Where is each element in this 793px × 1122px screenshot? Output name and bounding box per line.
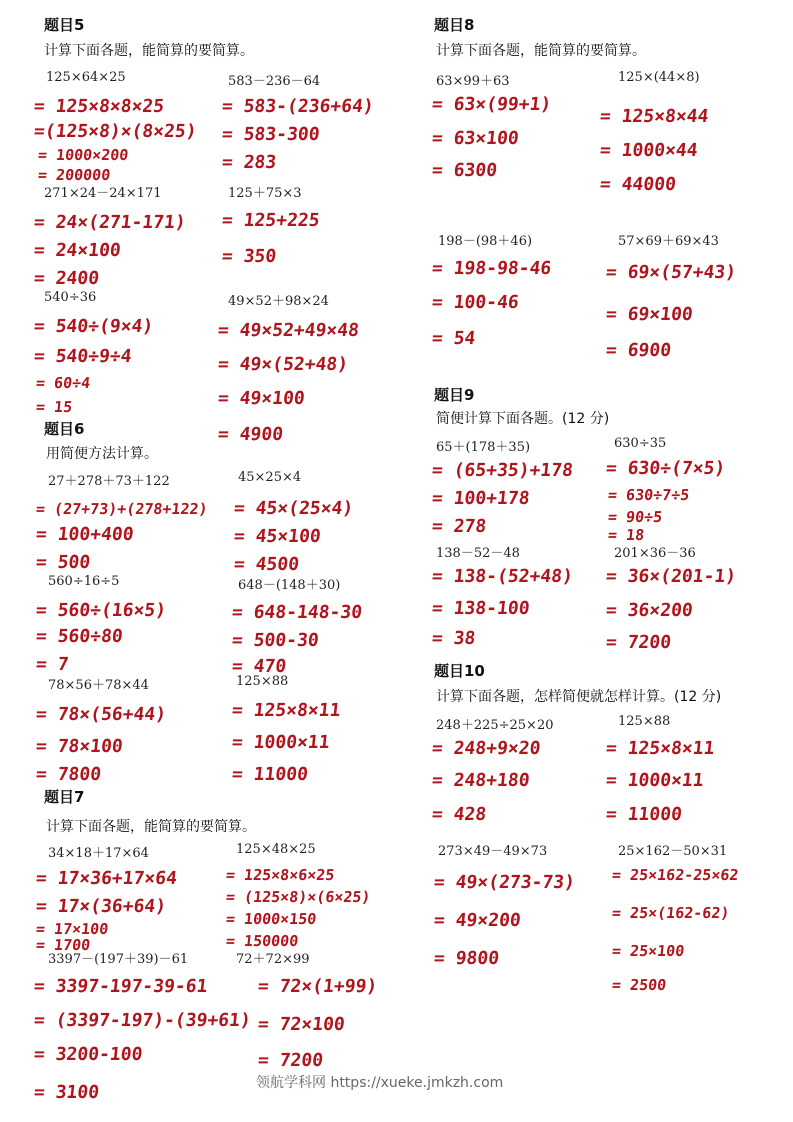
s10-p4-step: = 25×162-25×62 bbox=[611, 866, 740, 884]
s6-p6-step: = 125×8×11 bbox=[230, 700, 342, 721]
s8-p2-step: = 1000×44 bbox=[598, 140, 699, 161]
s7-p3-question: 3397－(197＋39)－61 bbox=[48, 952, 189, 967]
section-7-instruction: 计算下面各题，能简算的要简算。 bbox=[46, 819, 256, 835]
s7-p3-step: = 3397-197-39-61 bbox=[32, 976, 209, 997]
s9-p3-step: = 138-(52+48) bbox=[430, 566, 574, 587]
s8-p2-step: = 44000 bbox=[598, 174, 677, 195]
s5-p5-question: 540÷36 bbox=[44, 290, 97, 305]
s9-p2-step: = 630÷(7×5) bbox=[604, 458, 727, 479]
s10-p4-step: = 25×100 bbox=[611, 942, 686, 960]
s5-p3-question: 271×24－24×171 bbox=[44, 186, 162, 201]
s5-p6-step: = 49×100 bbox=[216, 388, 306, 409]
s7-p4-step: = 7200 bbox=[256, 1050, 325, 1071]
s6-p1-step: = 100+400 bbox=[34, 524, 135, 545]
s5-p3-step: = 2400 bbox=[32, 268, 101, 289]
s6-p2-step: = 45×100 bbox=[232, 526, 322, 547]
s6-p2-step: = 45×(25×4) bbox=[232, 498, 355, 519]
s5-p3-step: = 24×(271-171) bbox=[32, 212, 187, 233]
s6-p1-step: = (27+73)+(278+122) bbox=[35, 500, 209, 518]
s8-p4-step: = 69×100 bbox=[604, 304, 694, 325]
s8-p1-step: = 6300 bbox=[430, 160, 499, 181]
s5-p6-step: = 49×52+49×48 bbox=[216, 320, 360, 341]
s9-p4-step: = 36×(201-1) bbox=[604, 566, 738, 587]
s8-p4-question: 57×69＋69×43 bbox=[618, 234, 719, 249]
s6-p5-step: = 78×100 bbox=[34, 736, 124, 757]
s9-p3-question: 138－52－48 bbox=[436, 546, 520, 561]
s5-p2-step: = 583-300 bbox=[220, 124, 321, 145]
s5-p2-question: 583－236－64 bbox=[228, 74, 321, 89]
section-5-instruction: 计算下面各题，能简算的要简算。 bbox=[44, 43, 254, 59]
s9-p3-step: = 38 bbox=[430, 628, 477, 649]
s8-p1-step: = 63×(99+1) bbox=[430, 94, 553, 115]
footer-watermark: 领航学科网 https://xueke.jmkzh.com bbox=[256, 1075, 504, 1091]
s6-p4-step: = 470 bbox=[230, 656, 288, 677]
s5-p5-step: = 540÷9÷4 bbox=[32, 346, 133, 367]
s5-p6-step: = 4900 bbox=[216, 424, 285, 445]
s6-p2-question: 45×25×4 bbox=[238, 470, 302, 485]
s5-p5-step: = 60÷4 bbox=[35, 374, 92, 392]
section-10-instruction: 计算下面各题，怎样简便就怎样计算。(12 分) bbox=[436, 689, 722, 705]
s8-p4-step: = 6900 bbox=[604, 340, 673, 361]
s5-p5-step: = 540÷(9×4) bbox=[32, 316, 155, 337]
s6-p4-question: 648－(148＋30) bbox=[238, 578, 341, 593]
s10-p2-step: = 125×8×11 bbox=[604, 738, 716, 759]
s7-p2-question: 125×48×25 bbox=[236, 842, 316, 857]
s6-p4-step: = 648-148-30 bbox=[230, 602, 364, 623]
s8-p2-question: 125×(44×8) bbox=[618, 70, 700, 85]
s5-p1-step: =(125×8)×(8×25) bbox=[32, 121, 198, 142]
s6-p2-step: = 4500 bbox=[232, 554, 301, 575]
s7-p3-step: = (3397-197)-(39+61) bbox=[32, 1010, 252, 1031]
s5-p5-step: = 15 bbox=[35, 398, 74, 416]
s10-p2-step: = 11000 bbox=[604, 804, 683, 825]
section-8-instruction: 计算下面各题，能简算的要简算。 bbox=[436, 43, 646, 59]
s9-p2-step: = 18 bbox=[607, 526, 646, 544]
s10-p3-step: = 49×200 bbox=[432, 910, 522, 931]
s6-p5-question: 78×56＋78×44 bbox=[48, 678, 149, 693]
s6-p1-question: 27＋278＋73＋122 bbox=[48, 474, 170, 489]
s6-p6-step: = 1000×11 bbox=[230, 732, 331, 753]
s7-p3-step: = 3100 bbox=[32, 1082, 101, 1103]
s5-p4-step: = 125+225 bbox=[220, 210, 321, 231]
s5-p6-step: = 49×(52+48) bbox=[216, 354, 350, 375]
s9-p3-step: = 138-100 bbox=[430, 598, 531, 619]
s7-p2-step: = 125×8×6×25 bbox=[225, 866, 336, 884]
s10-p1-step: = 428 bbox=[430, 804, 488, 825]
s10-p4-question: 25×162－50×31 bbox=[618, 844, 728, 859]
s5-p1-step: = 1000×200 bbox=[37, 146, 130, 164]
s10-p1-step: = 248+180 bbox=[430, 770, 531, 791]
s9-p2-question: 630÷35 bbox=[614, 436, 667, 451]
s5-p1-step: = 125×8×8×25 bbox=[32, 96, 166, 117]
s6-p1-step: = 500 bbox=[34, 552, 92, 573]
s10-p3-step: = 49×(273-73) bbox=[432, 872, 576, 893]
s8-p1-question: 63×99＋63 bbox=[436, 74, 510, 89]
s7-p1-step: = 1700 bbox=[35, 936, 92, 954]
s8-p4-step: = 69×(57+43) bbox=[604, 262, 738, 283]
section-8-title: 题目8 bbox=[434, 16, 475, 34]
s8-p2-step: = 125×8×44 bbox=[598, 106, 710, 127]
s9-p4-step: = 7200 bbox=[604, 632, 673, 653]
section-6-title: 题目6 bbox=[44, 420, 85, 438]
s9-p1-question: 65＋(178＋35) bbox=[436, 440, 531, 455]
s5-p1-step: = 200000 bbox=[37, 166, 112, 184]
s10-p2-step: = 1000×11 bbox=[604, 770, 705, 791]
s10-p2-question: 125×88 bbox=[618, 714, 671, 729]
s9-p2-step: = 90÷5 bbox=[607, 508, 664, 526]
s7-p1-question: 34×18＋17×64 bbox=[48, 846, 149, 861]
s5-p4-step: = 350 bbox=[220, 246, 278, 267]
section-5-title: 题目5 bbox=[44, 16, 85, 34]
s10-p1-step: = 248+9×20 bbox=[430, 738, 542, 759]
s7-p1-step: = 17×36+17×64 bbox=[34, 868, 178, 889]
s5-p1-question: 125×64×25 bbox=[46, 70, 126, 85]
s7-p1-step: = 17×(36+64) bbox=[34, 896, 168, 917]
s5-p2-step: = 283 bbox=[220, 152, 278, 173]
section-7-title: 题目7 bbox=[44, 788, 85, 806]
s8-p3-question: 198－(98＋46) bbox=[438, 234, 533, 249]
s6-p3-step: = 560÷80 bbox=[34, 626, 124, 647]
section-10-title: 题目10 bbox=[434, 662, 485, 680]
s6-p3-step: = 560÷(16×5) bbox=[34, 600, 168, 621]
s7-p2-step: = (125×8)×(6×25) bbox=[225, 888, 372, 906]
s6-p6-question: 125×88 bbox=[236, 674, 289, 689]
s6-p5-step: = 7800 bbox=[34, 764, 103, 785]
s10-p3-step: = 9800 bbox=[432, 948, 501, 969]
s6-p3-step: = 7 bbox=[34, 654, 70, 675]
s8-p1-step: = 63×100 bbox=[430, 128, 520, 149]
s7-p4-step: = 72×100 bbox=[256, 1014, 346, 1035]
s5-p3-step: = 24×100 bbox=[32, 240, 122, 261]
s9-p4-question: 201×36－36 bbox=[614, 546, 696, 561]
s6-p4-step: = 500-30 bbox=[230, 630, 320, 651]
s9-p1-step: = 278 bbox=[430, 516, 488, 537]
section-9-title: 题目9 bbox=[434, 386, 475, 404]
s8-p3-step: = 100-46 bbox=[430, 292, 520, 313]
section-6-instruction: 用简便方法计算。 bbox=[46, 446, 158, 462]
s9-p4-step: = 36×200 bbox=[604, 600, 694, 621]
s9-p1-step: = 100+178 bbox=[430, 488, 531, 509]
s6-p5-step: = 78×(56+44) bbox=[34, 704, 168, 725]
s5-p6-question: 49×52＋98×24 bbox=[228, 294, 329, 309]
s5-p2-step: = 583-(236+64) bbox=[220, 96, 375, 117]
s7-p3-step: = 3200-100 bbox=[32, 1044, 144, 1065]
s5-p4-question: 125＋75×3 bbox=[228, 186, 302, 201]
s10-p4-step: = 2500 bbox=[611, 976, 668, 994]
s7-p4-step: = 72×(1+99) bbox=[256, 976, 379, 997]
s7-p1-step: = 17×100 bbox=[35, 920, 110, 938]
s10-p4-step: = 25×(162-62) bbox=[611, 904, 731, 922]
s7-p2-step: = 1000×150 bbox=[225, 910, 318, 928]
section-9-instruction: 简便计算下面各题。(12 分) bbox=[436, 411, 610, 427]
s7-p2-step: = 150000 bbox=[225, 932, 300, 950]
s9-p1-step: = (65+35)+178 bbox=[430, 460, 574, 481]
s10-p1-question: 248＋225÷25×20 bbox=[436, 718, 554, 733]
s10-p3-question: 273×49－49×73 bbox=[438, 844, 548, 859]
s7-p4-question: 72＋72×99 bbox=[236, 952, 310, 967]
s8-p3-step: = 198-98-46 bbox=[430, 258, 553, 279]
s6-p6-step: = 11000 bbox=[230, 764, 309, 785]
s8-p3-step: = 54 bbox=[430, 328, 477, 349]
s9-p2-step: = 630÷7÷5 bbox=[607, 486, 691, 504]
s6-p3-question: 560÷16÷5 bbox=[48, 574, 120, 589]
